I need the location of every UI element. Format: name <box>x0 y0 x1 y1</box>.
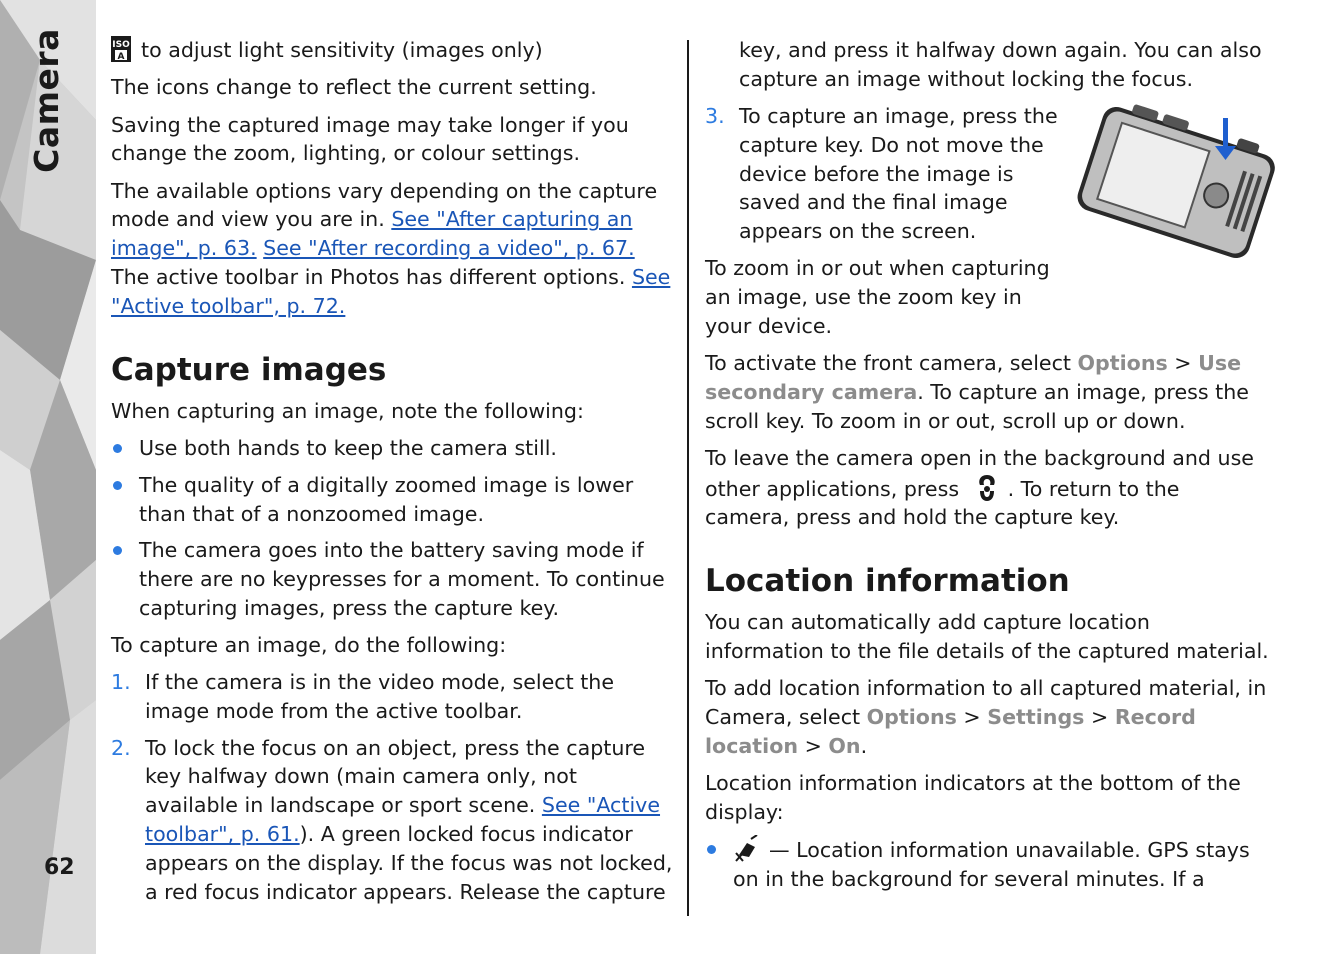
add-location-paragraph <box>705 674 1269 760</box>
step-1 <box>111 668 676 726</box>
link-after-recording[interactable]: See "After recording a video", p. 67. <box>263 236 635 261</box>
period: . <box>860 733 868 758</box>
list-item <box>705 835 1269 894</box>
auto-location-paragraph: You can automatically add capture location information to the file details of the captured material. <box>705 610 1269 664</box>
menu-record-location: Record location <box>705 705 1196 758</box>
menu-separator: > <box>1091 705 1109 730</box>
menu-use-secondary-camera: Use secondary camera <box>705 350 1242 404</box>
step-text: If the camera is in the video mode, select the image mode from the active toolbar. <box>145 670 615 723</box>
right-column <box>705 36 1269 902</box>
heading-location-information: Location information <box>705 563 1070 600</box>
list-item: Use both hands to keep the camera still. <box>111 434 676 463</box>
capture-steps-list <box>111 668 676 906</box>
svg-text:A: A <box>117 52 125 62</box>
link-active-toolbar-72[interactable]: See "Active toolbar", p. 72. <box>111 265 671 318</box>
section-title: Camera <box>26 27 66 173</box>
options-text: The available options vary depending on the capture mode and view you are in. <box>111 178 658 232</box>
saving-paragraph: Saving the captured image may take longer if you change the zoom, lighting, or colour settings. <box>111 112 629 166</box>
step-number: 1. <box>111 670 131 695</box>
todo-paragraph: To capture an image, do the following: <box>111 632 507 657</box>
step-text: To capture an image, press the capture key. Do not move the device before the image is saved and the final image appears on the screen. <box>739 104 1058 244</box>
menu-settings: Settings <box>987 705 1085 730</box>
menu-separator: > <box>963 705 981 730</box>
front-text: To activate the front camera, select <box>705 350 1071 375</box>
menu-options: Options <box>1077 350 1168 375</box>
gps-unavailable-text: — Location information unavailable. GPS stays on in the background for several minutes. If a <box>733 838 1250 892</box>
capture-steps-continued <box>705 102 1269 246</box>
background-text: To leave the camera open in the background and use other applications, press <box>705 445 1254 501</box>
menu-key-icon <box>974 473 1000 503</box>
zoom-paragraph: To zoom in or out when capturing an image, use the zoom key in your device. <box>705 256 1050 338</box>
list-item: The quality of a digitally zoomed image is lower than that of a nonzoomed image. <box>111 471 676 529</box>
front-camera-paragraph <box>705 349 1269 435</box>
toolbar-text: The active toolbar in Photos has different options. <box>111 265 626 290</box>
background-text-cont: . To return to the camera, press and hold the capture key. <box>705 476 1180 530</box>
step-text: To lock the focus on an object, press the capture key halfway down (main camera only, not available in landscape or sport scene. <box>145 735 646 818</box>
capture-tips-list <box>111 434 676 623</box>
link-after-capturing[interactable]: See "After capturing an image", p. 63. <box>111 207 633 261</box>
column-divider <box>687 40 689 916</box>
step-text-cont: ). A green locked focus indicator appears on the display. If the focus was not locked, a red focus indicator appears. Release the capture <box>145 822 673 904</box>
front-text-cont: . To capture an image, press the scroll key. To zoom in or out, scroll up or down. <box>705 379 1249 433</box>
gps-unavailable-icon <box>733 835 763 863</box>
indicators-list <box>705 835 1269 894</box>
svg-text:ISO: ISO <box>112 40 130 50</box>
icons-paragraph: The icons change to reflect the current setting. <box>111 75 597 100</box>
add-location-text: To add location information to all captured material, in Camera, select <box>705 676 1267 730</box>
menu-separator: > <box>804 733 822 758</box>
menu-options: Options <box>866 705 957 730</box>
menu-on: On <box>828 733 861 758</box>
link-active-toolbar-61[interactable]: See "Active toolbar", p. 61. <box>145 793 661 847</box>
step-2 <box>111 734 676 907</box>
step-number: 3. <box>705 104 725 129</box>
sidebar <box>0 0 96 954</box>
left-column <box>111 36 676 914</box>
menu-separator: > <box>1174 350 1192 375</box>
iso-text: to adjust light sensitivity (images only) <box>141 38 543 62</box>
section-tab-title <box>14 27 78 173</box>
list-item: The camera goes into the battery saving mode if there are no keypresses for a moment. To continue capturing images, press the capture key. <box>111 536 676 622</box>
iso-paragraph <box>111 36 676 65</box>
page-number: 62 <box>44 855 75 880</box>
background-paragraph <box>705 444 1269 532</box>
iso-icon <box>111 36 131 62</box>
options-paragraph <box>111 177 676 321</box>
step-2-continued: key, and press it halfway down again. You can also capture an image without locking the focus. <box>739 38 1262 91</box>
heading-capture-images: Capture images <box>111 351 387 388</box>
note-paragraph: When capturing an image, note the following: <box>111 398 584 423</box>
step-number: 2. <box>111 735 131 760</box>
indicators-paragraph: Location information indicators at the bottom of the display: <box>705 771 1241 825</box>
step-3 <box>705 102 1269 246</box>
